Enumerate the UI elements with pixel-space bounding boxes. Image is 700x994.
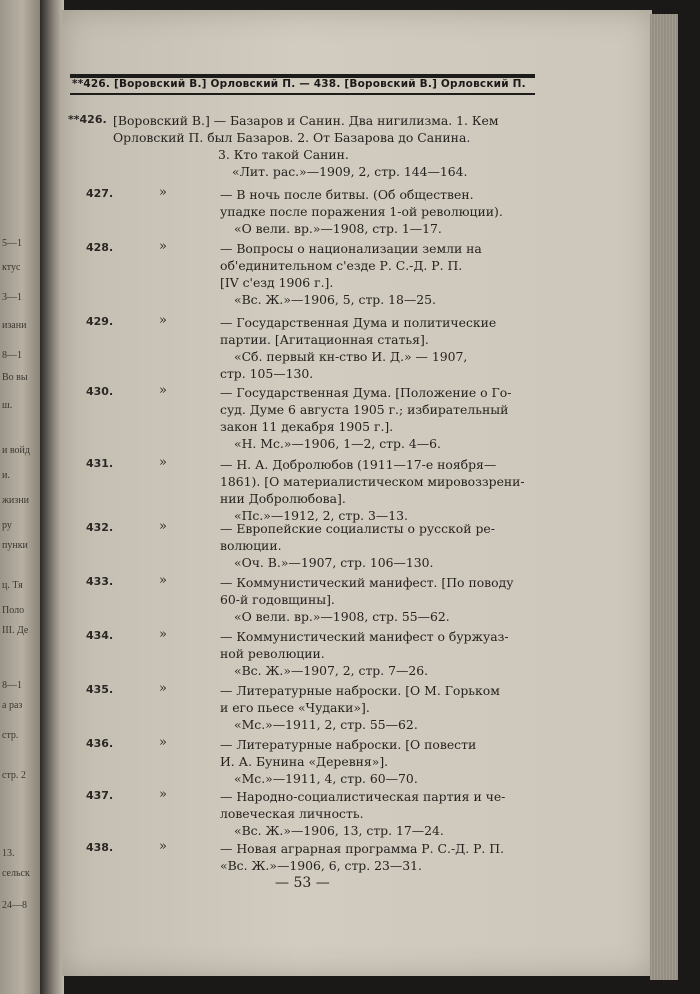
entry-line: 60-й годовщины].	[220, 592, 335, 607]
entry-line: — Коммунистический манифест. [По поводу	[220, 575, 514, 590]
entry-line: 3. Кто такой Санин.	[218, 147, 349, 162]
left-page-fragment: 8—1	[2, 680, 22, 691]
left-page-fragment: и.	[2, 470, 10, 481]
entry-number: 432.	[86, 521, 114, 534]
book-gutter	[40, 0, 64, 994]
entry-line: «Н. Мс.»—1906, 1—2, стр. 4—6.	[234, 436, 441, 451]
entry-line: — Литературные наброски. [О М. Горьком	[220, 683, 500, 698]
entry-line: ловеческая личность.	[220, 806, 364, 821]
left-page-fragment: а раз	[2, 700, 23, 711]
entry-line: упадке после поражения 1-ой революции).	[220, 204, 503, 219]
ditto-mark: »	[159, 383, 167, 398]
entry-line: и его пьесе «Чудаки»].	[220, 700, 370, 715]
left-page-fragment: 3—1	[2, 292, 22, 303]
entry-line: — Литературные наброски. [О повести	[220, 737, 477, 752]
entry-line: об'единительном с'езде Р. С.-Д. Р. П.	[220, 258, 463, 273]
entry-line: Орловский П. был Базаров. 2. От Базарова до Санина.	[113, 130, 471, 145]
left-page-fragment: и войд	[2, 445, 30, 456]
entry-line: И. А. Бунина «Деревня»].	[220, 754, 389, 769]
left-page-fragment: стр. 2	[2, 770, 26, 781]
entry-line: «Лит. рас.»—1909, 2, стр. 144—164.	[232, 164, 468, 179]
ditto-mark: »	[159, 681, 167, 696]
running-head-text: **426. [Воровский В.] Орловский П. — 438. [Воровский В.] Орловский П.	[72, 78, 526, 90]
entry-line: — Государственная Дума. [Положение о Го-	[220, 385, 512, 400]
entry-number: 428.	[86, 241, 114, 254]
entry-number: 437.	[86, 789, 114, 802]
entry-number: 436.	[86, 737, 114, 750]
entry-line: — Европейские социалисты о русской ре-	[220, 521, 495, 536]
running-head-bottom-rule	[70, 93, 535, 95]
left-page-fragment: Поло	[2, 605, 25, 616]
left-page-fragment: ру	[2, 520, 12, 531]
entry-number: 429.	[86, 315, 114, 328]
ditto-mark: »	[159, 313, 167, 328]
ditto-mark: »	[159, 735, 167, 750]
entry-line: «Пс.»—1912, 2, стр. 3—13.	[234, 508, 408, 523]
left-page-fragment: стр.	[2, 730, 19, 741]
entry-number: 435.	[86, 683, 114, 696]
ditto-mark: »	[159, 839, 167, 854]
entry-line: [IV с'езд 1906 г.].	[220, 275, 334, 290]
entry-line: — Новая аграрная программа Р. С.-Д. Р. П.	[220, 841, 505, 856]
running-head	[70, 74, 535, 96]
entry-line: «Мс.»—1911, 2, стр. 55—62.	[234, 717, 418, 732]
entry-line: «Вс. Ж.»—1907, 2, стр. 7—26.	[234, 663, 429, 678]
entry-number: 427.	[86, 187, 114, 200]
entry-number: 438.	[86, 841, 114, 854]
ditto-mark: »	[159, 787, 167, 802]
entry-number: 431.	[86, 457, 114, 470]
left-page-fragment: изани	[2, 320, 27, 331]
entry-line: — Вопросы о национализации земли на	[220, 241, 482, 256]
entry-line: «Оч. В.»—1907, стр. 106—130.	[234, 555, 434, 570]
entry-line: — Коммунистический манифест о буржуаз-	[220, 629, 509, 644]
entry-line: «Мс.»—1911, 4, стр. 60—70.	[234, 771, 418, 786]
entry-line: партии. [Агитационная статья].	[220, 332, 429, 347]
left-page-fragment: жизни	[2, 495, 29, 506]
entry-line: — Народно-социалистическая партия и че-	[220, 789, 506, 804]
previous-page-edge	[0, 0, 40, 994]
left-page-fragment: 24—8	[2, 900, 27, 911]
left-page-fragment: ш.	[2, 400, 13, 411]
entry-number: **426.	[68, 113, 107, 126]
left-page-fragment: сельск	[2, 868, 30, 879]
left-page-fragment: Во вы	[2, 372, 28, 383]
entry-line: «Вс. Ж.»—1906, 5, стр. 18—25.	[234, 292, 436, 307]
entry-line: 1861). [О материалистическом мировоззрени-	[220, 474, 525, 489]
ditto-mark: »	[159, 185, 167, 200]
entry-line: [Воровский В.] — Базаров и Санин. Два нигилизма. 1. Кем	[113, 113, 499, 128]
entry-line: стр. 105—130.	[220, 366, 314, 381]
entry-number: 430.	[86, 385, 114, 398]
ditto-mark: »	[159, 519, 167, 534]
ditto-mark: »	[159, 455, 167, 470]
entry-line: нии Добролюбова].	[220, 491, 346, 506]
page-number: — 53 —	[275, 875, 330, 891]
left-page-fragment: ц. Тя	[2, 580, 23, 591]
left-page-fragment: 8—1	[2, 350, 22, 361]
entry-line: «Вс. Ж.»—1906, 6, стр. 23—31.	[220, 858, 422, 873]
entry-line: ной революции.	[220, 646, 325, 661]
entry-line: «Вс. Ж.»—1906, 13, стр. 17—24.	[234, 823, 444, 838]
entry-line: закон 11 декабря 1905 г.].	[220, 419, 394, 434]
entry-line: «Сб. первый кн-ство И. Д.» — 1907,	[234, 349, 468, 364]
entry-line: волюции.	[220, 538, 282, 553]
left-page-fragment: 13.	[2, 848, 15, 859]
ditto-mark: »	[159, 573, 167, 588]
entry-line: — Государственная Дума и политические	[220, 315, 497, 330]
entry-line: «О вели. вр.»—1908, стр. 1—17.	[234, 221, 442, 236]
left-page-fragment: 5—1	[2, 238, 22, 249]
left-page-fragment: III. Де	[2, 625, 29, 636]
entry-number: 434.	[86, 629, 114, 642]
entry-line: — Н. А. Добролюбов (1911—17-е ноября—	[220, 457, 497, 472]
entry-line: «О вели. вр.»—1908, стр. 55—62.	[234, 609, 450, 624]
page-stack-edge	[650, 14, 678, 980]
entry-line: суд. Думе 6 августа 1905 г.; избирательный	[220, 402, 509, 417]
entry-line: — В ночь после битвы. (Об обществен.	[220, 187, 474, 202]
left-page-fragment: пунки	[2, 540, 28, 551]
ditto-mark: »	[159, 627, 167, 642]
ditto-mark: »	[159, 239, 167, 254]
left-page-fragment: ктус	[2, 262, 21, 273]
entry-number: 433.	[86, 575, 114, 588]
